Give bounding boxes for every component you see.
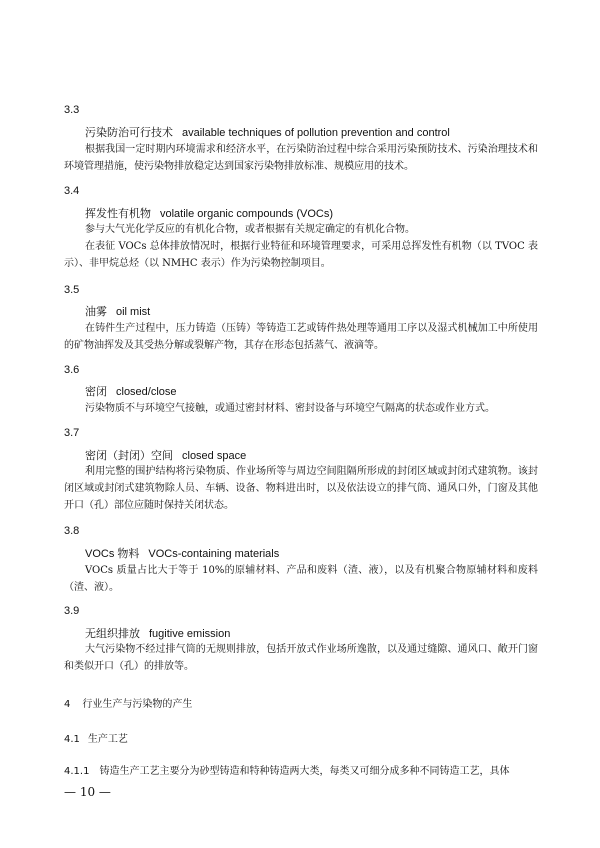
term-en: closed/close (116, 386, 177, 398)
definition-text (64, 463, 538, 514)
term-en: oil mist (116, 306, 151, 318)
term-heading (85, 126, 450, 140)
section-number: 3.6 (64, 364, 80, 376)
paragraph: 利用完整的围护结构将污染物质、作业场所等与周边空间阻隔所形成的封闭区域或封闭式建筑物。该封闭区域或封闭式建筑物除人员、车辆、设备、物料进出时，以及依法设立的排气筒、通风口外，门窗及其他开口（孔）部位应随时保持关闭状态。 (64, 466, 538, 511)
term-cn: 无组织排放 (85, 628, 140, 640)
term-en: VOCs-containing materials (148, 548, 280, 560)
term-cn: 污染防治可行技术 (85, 127, 173, 139)
clause-number: 4.1.1 (64, 766, 90, 777)
paragraph: 参与大气光化学反应的有机化合物，或者根据有关规定确定的有机化合物。 (85, 224, 415, 235)
paragraph: 污染物质不与环境空气接触，或通过密封材料、密封设备与环境空气隔离的状态或作业方式。 (85, 403, 495, 414)
term-heading (85, 385, 177, 399)
page-number: — 10 — (64, 785, 111, 799)
term-cn: 密闭 (85, 386, 107, 398)
term-heading (85, 305, 150, 319)
term-cn: 挥发性有机物 (85, 208, 151, 220)
section-number: 3.4 (64, 185, 80, 197)
definition-text (64, 400, 538, 417)
paragraph: VOCs 质量占比大于等于 10%的原辅材料、产品和废料（渣、液），以及有机聚合物原辅材料和废料（渣、液）。 (64, 565, 538, 593)
term-cn: VOCs 物料 (85, 548, 140, 560)
paragraph: 在表征 VOCs 总体排放情况时，根据行业特征和环境管理要求，可采用总挥发性有机物（以 TVOC 表示）、非甲烷总烃（以 NMHC 表示）作为污染物控制项目。 (64, 241, 538, 269)
definition-text (64, 320, 538, 354)
subsection-number: 4.1 (64, 734, 80, 745)
section-number: 3.7 (64, 427, 80, 439)
term-heading (85, 449, 246, 463)
term-en: closed space (182, 450, 247, 462)
definition-text (64, 221, 538, 272)
term-heading (85, 627, 230, 641)
section-number: 3.5 (64, 284, 80, 296)
term-heading (85, 207, 333, 221)
definition-text (64, 641, 538, 675)
term-heading (85, 547, 279, 561)
clause-line (64, 765, 538, 779)
chapter-title: 行业生产与污染物的产生 (82, 699, 193, 710)
term-cn: 油雾 (85, 306, 107, 318)
term-cn: 密闭（封闭）空间 (85, 450, 173, 462)
section-number: 3.9 (64, 605, 80, 617)
clause-text: 铸造生产工艺主要分为砂型铸造和特种铸造两大类，每类又可细分成多种不同铸造工艺，具体 (99, 766, 510, 777)
subsection-heading (64, 733, 128, 747)
section-number: 3.8 (64, 525, 80, 537)
term-en: fugitive emission (149, 628, 231, 640)
paragraph: 大气污染物不经过排气筒的无规则排放，包括开放式作业场所逸散，以及通过缝隙、通风口、敞开门窗和类似开口（孔）的排放等。 (64, 644, 538, 672)
paragraph: 根据我国一定时期内环境需求和经济水平，在污染防治过程中综合采用污染预防技术、污染治理技术和环境管理措施，使污染物排放稳定达到国家污染物排放标准、规模应用的技术。 (64, 144, 538, 172)
section-number: 3.3 (64, 104, 80, 116)
subsection-title: 生产工艺 (87, 734, 128, 745)
term-en: available techniques of pollution prevention and control (182, 127, 450, 139)
paragraph: 在铸件生产过程中，压力铸造（压铸）等铸造工艺或铸件热处理等通用工序以及湿式机械加工中所使用的矿物油挥发及其受热分解或裂解产物，其存在形态包括蒸气、液滴等。 (64, 323, 538, 351)
definition-text (64, 562, 538, 596)
chapter-heading (64, 698, 192, 712)
chapter-number: 4 (64, 699, 71, 710)
definition-text (64, 141, 538, 175)
term-en: volatile organic compounds (VOCs) (160, 208, 334, 220)
